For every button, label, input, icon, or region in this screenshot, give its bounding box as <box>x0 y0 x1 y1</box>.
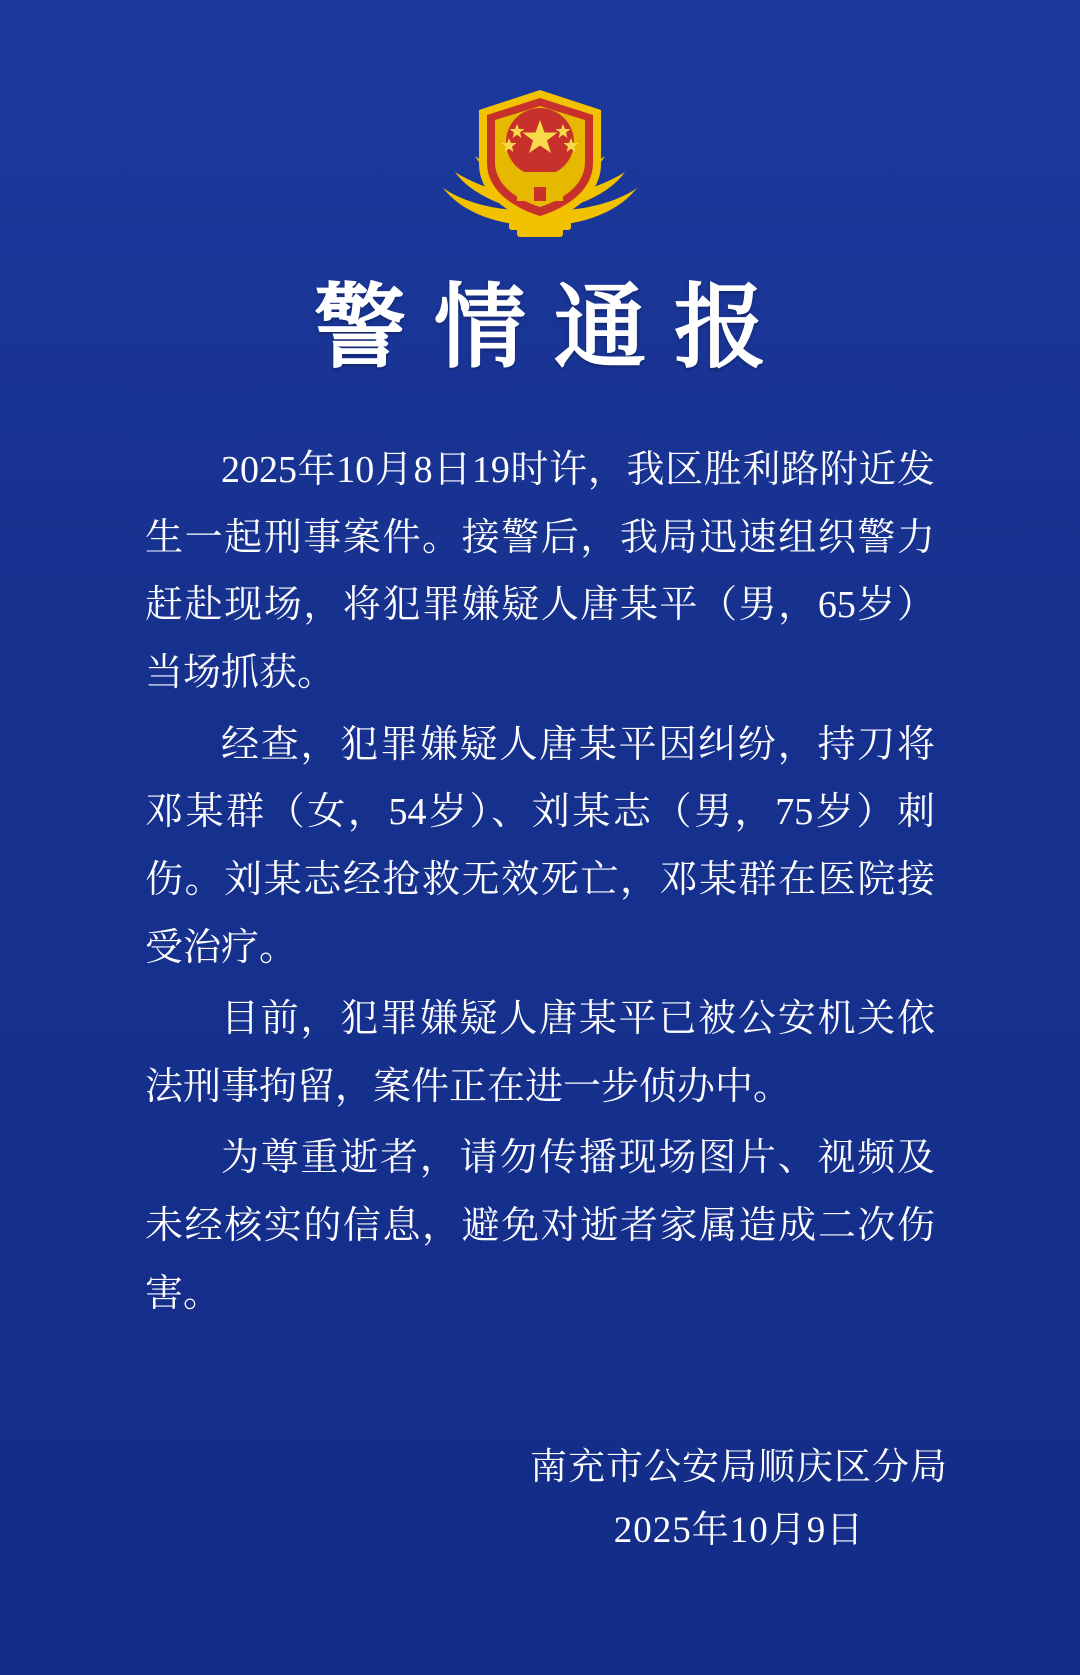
notice-paragraph: 经查，犯罪嫌疑人唐某平因纠纷，持刀将邓某群（女，54岁）、刘某志（男，75岁）刺伤。刘某志经抢救无效死亡，邓某群在医院接受治疗。 <box>145 723 935 969</box>
notice-paragraph: 为尊重逝者，请勿传播现场图片、视频及未经核实的信息，避免对逝者家属造成二次伤害。 <box>145 1137 935 1315</box>
notice-paragraph: 目前，犯罪嫌疑人唐某平已被公安机关依法刑事拘留，案件正在进一步侦办中。 <box>145 998 935 1108</box>
page-title: 警情通报 <box>313 277 794 379</box>
signature-block <box>530 1436 948 1563</box>
police-emblem-icon <box>425 76 655 244</box>
issuing-organization: 南充市公安局顺庆区分局 <box>530 1446 948 1488</box>
notice-paragraph: 2025年10月8日19时许，我区胜利路附近发生一起刑事案件。接警后，我局迅速组织警力赶赴现场，将犯罪嫌疑人唐某平（男，65岁）当场抓获。 <box>145 449 935 695</box>
issue-date: 2025年10月9日 <box>613 1510 865 1552</box>
notice-body <box>145 437 935 1332</box>
